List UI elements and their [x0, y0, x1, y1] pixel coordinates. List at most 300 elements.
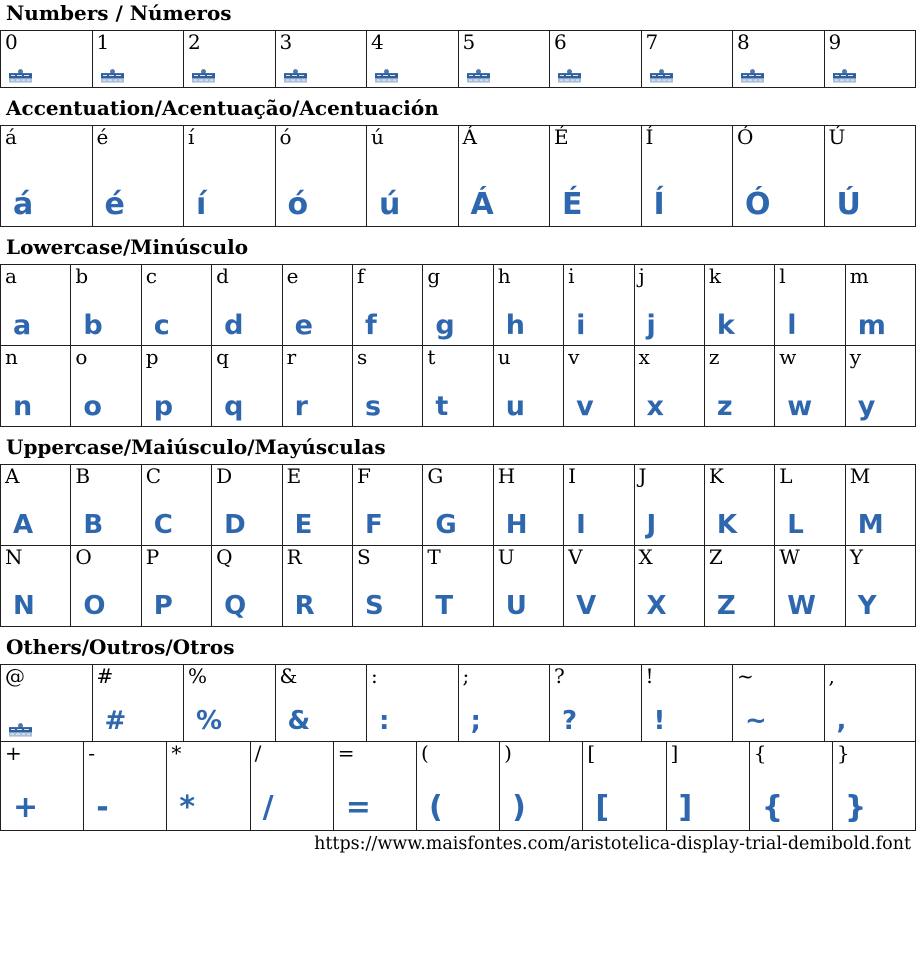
- font-glyph: Y: [857, 591, 878, 621]
- character-label: L: [779, 465, 793, 488]
- thumbnail-icon: [192, 68, 215, 82]
- character-label: a: [5, 265, 17, 288]
- glyph-cell: [352, 546, 422, 626]
- glyph-row: [0, 741, 916, 831]
- glyph-cell: [582, 742, 665, 830]
- character-label: v: [568, 346, 580, 369]
- character-label: u: [497, 346, 511, 369]
- glyph-cell: [749, 742, 832, 830]
- font-glyph: C: [153, 510, 174, 540]
- glyph-cell: [275, 31, 367, 87]
- glyph-cell: [141, 546, 211, 626]
- glyph-table: [0, 264, 916, 427]
- character-label: {: [753, 742, 767, 765]
- character-label: +: [5, 742, 22, 765]
- font-glyph: ,: [836, 706, 848, 736]
- font-glyph: #: [104, 706, 128, 736]
- character-label: N: [5, 546, 23, 569]
- character-label: M: [849, 465, 871, 488]
- character-label: ]: [670, 742, 679, 765]
- glyph-cell: [70, 346, 140, 426]
- glyph-cell: [1, 742, 83, 830]
- thumbnail-icon: [741, 68, 764, 82]
- thumbnail-icon: [101, 68, 124, 82]
- glyph-cell: [641, 31, 733, 87]
- glyph-cell: [845, 265, 915, 345]
- glyph-cell: [282, 465, 352, 545]
- glyph-cell: [70, 265, 140, 345]
- character-label: %: [188, 665, 208, 688]
- glyph-table: [0, 664, 916, 831]
- character-label: Í: [645, 126, 654, 149]
- glyph-cell: [422, 546, 492, 626]
- font-glyph: o: [83, 391, 103, 422]
- character-label: e: [286, 265, 299, 288]
- glyph-cell: [641, 665, 733, 741]
- glyph-cell: [70, 546, 140, 626]
- font-glyph: T: [435, 591, 455, 621]
- glyph-cell: [774, 346, 844, 426]
- character-label: l: [779, 265, 786, 288]
- glyph-cell: [422, 346, 492, 426]
- character-label: &: [279, 665, 298, 688]
- font-glyph: ~: [745, 706, 768, 736]
- section-uppercase: [0, 436, 916, 627]
- character-label: U: [497, 546, 515, 569]
- character-label: p: [145, 346, 159, 369]
- font-glyph: m: [857, 310, 887, 341]
- font-glyph: Z: [716, 591, 737, 621]
- glyph-cell: [666, 742, 749, 830]
- character-label: i: [568, 265, 575, 288]
- glyph-table: [0, 464, 916, 627]
- font-glyph: v: [576, 391, 595, 422]
- character-label: 0: [5, 31, 18, 54]
- character-label: P: [145, 546, 160, 569]
- font-glyph: a: [13, 310, 33, 341]
- character-label: x: [638, 346, 650, 369]
- glyph-cell: [366, 31, 458, 87]
- glyph-cell: [824, 31, 916, 87]
- font-glyph: -: [96, 790, 110, 825]
- glyph-cell: [493, 546, 563, 626]
- font-glyph: k: [716, 310, 736, 341]
- character-label: Y: [849, 546, 863, 569]
- character-label: J: [638, 465, 647, 488]
- glyph-row: [0, 664, 916, 742]
- character-label: w: [779, 346, 797, 369]
- glyph-row: [0, 464, 916, 546]
- character-label: q: [216, 346, 229, 369]
- glyph-table: [0, 125, 916, 227]
- character-label: K: [708, 465, 724, 488]
- character-label: :: [371, 665, 378, 688]
- glyph-cell: [352, 346, 422, 426]
- character-label: m: [849, 265, 869, 288]
- glyph-cell: [704, 346, 774, 426]
- character-label: 2: [188, 31, 201, 54]
- glyph-cell: [458, 31, 550, 87]
- font-glyph: %: [196, 706, 224, 736]
- glyph-cell: [211, 346, 281, 426]
- character-label: á: [5, 126, 17, 149]
- glyph-cell: [211, 465, 281, 545]
- glyph-cell: [549, 126, 641, 226]
- glyph-cell: [549, 31, 641, 87]
- glyph-cell: [1, 126, 92, 226]
- font-glyph: ]: [678, 790, 694, 825]
- glyph-cell: [832, 742, 915, 830]
- character-label: 3: [279, 31, 293, 54]
- glyph-cell: [275, 665, 367, 741]
- font-glyph: [: [595, 790, 611, 825]
- font-glyph: V: [576, 591, 598, 621]
- character-label: -: [88, 742, 95, 765]
- glyph-cell: [704, 465, 774, 545]
- font-glyph: }: [844, 790, 868, 825]
- character-label: #: [96, 665, 114, 688]
- glyph-cell: [704, 265, 774, 345]
- font-glyph: ú: [379, 187, 402, 222]
- character-label: f: [356, 265, 365, 288]
- font-glyph: !: [653, 706, 667, 736]
- character-label: o: [75, 346, 88, 369]
- character-label: Ó: [737, 126, 754, 149]
- font-glyph: ó: [287, 187, 310, 222]
- font-glyph: Q: [224, 591, 248, 621]
- character-label: D: [216, 465, 233, 488]
- character-label: H: [497, 465, 516, 488]
- thumbnail-icon: [9, 68, 32, 82]
- font-glyph: P: [153, 591, 174, 621]
- glyph-cell: [422, 465, 492, 545]
- glyph-cell: [92, 665, 184, 741]
- glyph-cell: [352, 465, 422, 545]
- font-glyph: n: [13, 391, 34, 422]
- font-glyph: G: [435, 510, 458, 540]
- font-glyph: q: [224, 391, 245, 422]
- font-glyph: g: [435, 310, 456, 341]
- character-label: b: [75, 265, 89, 288]
- glyph-cell: [499, 742, 582, 830]
- font-glyph: Ó: [745, 187, 772, 222]
- glyph-cell: [416, 742, 499, 830]
- glyph-cell: [282, 546, 352, 626]
- section-title: Others/Outros/Otros: [6, 635, 235, 659]
- glyph-cell: [183, 31, 275, 87]
- character-label: h: [497, 265, 511, 288]
- glyph-cell: [92, 126, 184, 226]
- glyph-row: [0, 545, 916, 627]
- font-glyph: :: [379, 706, 391, 736]
- font-glyph: r: [294, 391, 309, 422]
- character-label: s: [356, 346, 368, 369]
- character-label: r: [286, 346, 297, 369]
- font-glyph: L: [787, 510, 805, 540]
- font-glyph: N: [13, 591, 36, 621]
- font-glyph: é: [104, 187, 126, 222]
- glyph-cell: [845, 546, 915, 626]
- character-label: 4: [371, 31, 384, 54]
- font-glyph: c: [153, 310, 171, 341]
- character-label: ?: [554, 665, 565, 688]
- glyph-cell: [211, 546, 281, 626]
- glyph-cell: [333, 742, 416, 830]
- font-glyph: +: [13, 790, 40, 825]
- font-glyph: b: [83, 310, 104, 341]
- glyph-cell: [732, 126, 824, 226]
- character-label: y: [849, 346, 861, 369]
- character-label: 6: [554, 31, 567, 54]
- character-label: Á: [462, 126, 477, 149]
- font-glyph: w: [787, 391, 814, 422]
- glyph-cell: [641, 126, 733, 226]
- font-glyph: I: [576, 510, 587, 540]
- glyph-cell: [704, 546, 774, 626]
- font-glyph: ;: [470, 706, 482, 736]
- glyph-cell: [549, 665, 641, 741]
- glyph-cell: [250, 742, 333, 830]
- font-glyph: E: [294, 510, 314, 540]
- character-label: G: [427, 465, 444, 488]
- glyph-cell: [563, 546, 633, 626]
- character-label: @: [5, 665, 25, 688]
- glyph-cell: [458, 126, 550, 226]
- glyph-cell: [563, 265, 633, 345]
- character-label: c: [145, 265, 157, 288]
- font-glyph: z: [716, 391, 734, 422]
- character-label: ó: [279, 126, 292, 149]
- character-label: k: [708, 265, 722, 288]
- glyph-cell: [634, 546, 704, 626]
- character-label: 1: [96, 31, 110, 54]
- character-label: E: [286, 465, 302, 488]
- font-glyph: (: [428, 790, 444, 825]
- character-label: S: [356, 546, 371, 569]
- glyph-cell: [774, 465, 844, 545]
- font-glyph: s: [364, 391, 383, 422]
- character-label: =: [337, 742, 355, 765]
- font-glyph: j: [646, 310, 657, 341]
- character-label: t: [427, 346, 436, 369]
- glyph-cell: [634, 346, 704, 426]
- font-glyph: =: [345, 790, 372, 825]
- glyph-cell: [824, 126, 916, 226]
- thumbnail-icon: [375, 68, 398, 82]
- glyph-cell: [183, 665, 275, 741]
- glyph-cell: [366, 665, 458, 741]
- character-label: ): [504, 742, 512, 765]
- glyph-cell: [732, 31, 824, 87]
- font-glyph: B: [83, 510, 105, 540]
- font-glyph: É: [562, 187, 584, 222]
- font-glyph: Á: [470, 187, 495, 222]
- character-label: C: [145, 465, 162, 488]
- glyph-cell: [282, 265, 352, 345]
- glyph-cell: [282, 346, 352, 426]
- footer-url: https://www.maisfontes.com/aristotelica-display-trial-demibold.font: [314, 834, 911, 854]
- glyph-cell: [1, 665, 92, 741]
- glyph-cell: [366, 126, 458, 226]
- thumbnail-icon: [650, 68, 673, 82]
- glyph-cell: [141, 265, 211, 345]
- glyph-cell: [493, 265, 563, 345]
- character-label: !: [645, 665, 654, 688]
- glyph-cell: [83, 742, 166, 830]
- font-glyph: Í: [653, 187, 666, 222]
- character-label: g: [427, 265, 441, 288]
- character-label: Z: [708, 546, 723, 569]
- font-glyph: X: [646, 591, 668, 621]
- character-label: R: [286, 546, 302, 569]
- glyph-cell: [634, 265, 704, 345]
- glyph-cell: [774, 265, 844, 345]
- character-label: (: [420, 742, 429, 765]
- thumbnail-icon: [9, 722, 32, 736]
- section-title: Uppercase/Maiúsculo/Mayúsculas: [6, 435, 386, 459]
- glyph-cell: [1, 546, 70, 626]
- character-label: *: [171, 742, 182, 765]
- glyph-row: [0, 125, 916, 227]
- character-label: Ú: [828, 126, 846, 149]
- thumbnail-icon: [284, 68, 307, 82]
- font-glyph: /: [262, 790, 275, 825]
- character-label: 5: [462, 31, 476, 54]
- character-label: ~: [737, 665, 754, 688]
- glyph-cell: [141, 346, 211, 426]
- character-label: }: [836, 742, 850, 765]
- character-label: d: [216, 265, 229, 288]
- glyph-cell: [183, 126, 275, 226]
- glyph-cell: [1, 265, 70, 345]
- character-label: B: [75, 465, 91, 488]
- character-label: í: [188, 126, 195, 149]
- font-glyph: ?: [562, 706, 579, 736]
- font-glyph: F: [364, 510, 384, 540]
- character-label: A: [5, 465, 20, 488]
- character-label: O: [75, 546, 92, 569]
- font-glyph: W: [787, 591, 817, 621]
- character-label: W: [779, 546, 800, 569]
- glyph-cell: [458, 665, 550, 741]
- character-label: ;: [462, 665, 470, 688]
- glyph-cell: [845, 465, 915, 545]
- font-glyph: f: [364, 310, 378, 341]
- character-label: Q: [216, 546, 233, 569]
- thumbnail-icon: [833, 68, 856, 82]
- glyph-cell: [634, 465, 704, 545]
- font-glyph: l: [787, 310, 798, 341]
- glyph-cell: [845, 346, 915, 426]
- section-numbers: [0, 2, 916, 88]
- glyph-row: [0, 30, 916, 88]
- glyph-cell: [422, 265, 492, 345]
- glyph-cell: [70, 465, 140, 545]
- character-label: [: [587, 742, 596, 765]
- font-glyph: O: [83, 591, 107, 621]
- character-label: 8: [737, 31, 750, 54]
- section-title: Lowercase/Minúsculo: [6, 235, 249, 259]
- glyph-cell: [275, 126, 367, 226]
- section-accentuation: [0, 97, 916, 227]
- character-label: z: [708, 346, 720, 369]
- font-glyph: e: [294, 310, 314, 341]
- thumbnail-icon: [467, 68, 490, 82]
- glyph-cell: [141, 465, 211, 545]
- character-label: V: [568, 546, 583, 569]
- font-glyph: x: [646, 391, 665, 422]
- glyph-row: [0, 264, 916, 346]
- section-lowercase: [0, 236, 916, 427]
- glyph-cell: [563, 346, 633, 426]
- font-glyph: h: [505, 310, 526, 341]
- font-glyph: &: [287, 706, 312, 736]
- glyph-cell: [352, 265, 422, 345]
- character-label: É: [554, 126, 569, 149]
- font-glyph: S: [364, 591, 385, 621]
- font-specimen-page: [0, 2, 916, 855]
- character-label: ,: [828, 665, 835, 688]
- font-glyph: á: [13, 187, 35, 222]
- font-glyph: d: [224, 310, 245, 341]
- font-glyph: R: [294, 591, 316, 621]
- glyph-cell: [732, 665, 824, 741]
- font-glyph: M: [857, 510, 885, 540]
- section-others: [0, 636, 916, 831]
- glyph-row: [0, 345, 916, 427]
- glyph-table: [0, 30, 916, 88]
- glyph-cell: [563, 465, 633, 545]
- character-label: X: [638, 546, 653, 569]
- font-glyph: D: [224, 510, 247, 540]
- character-label: F: [356, 465, 371, 488]
- font-glyph: y: [857, 391, 877, 422]
- font-glyph: ): [512, 790, 527, 825]
- glyph-cell: [1, 465, 70, 545]
- glyph-cell: [824, 665, 916, 741]
- character-label: T: [427, 546, 441, 569]
- glyph-cell: [493, 465, 563, 545]
- character-label: I: [568, 465, 577, 488]
- font-glyph: *: [179, 790, 197, 825]
- character-label: 9: [828, 31, 842, 54]
- font-glyph: í: [196, 187, 208, 222]
- font-glyph: i: [576, 310, 587, 341]
- glyph-cell: [166, 742, 249, 830]
- character-label: ú: [371, 126, 384, 149]
- glyph-cell: [1, 346, 70, 426]
- character-label: n: [5, 346, 18, 369]
- font-glyph: p: [153, 391, 175, 422]
- font-glyph: u: [505, 391, 526, 422]
- character-label: é: [96, 126, 109, 149]
- font-glyph: U: [505, 591, 528, 621]
- thumbnail-icon: [558, 68, 581, 82]
- font-glyph: K: [716, 510, 739, 540]
- glyph-cell: [211, 265, 281, 345]
- character-label: 7: [645, 31, 659, 54]
- glyph-cell: [1, 31, 92, 87]
- font-glyph: J: [646, 510, 658, 540]
- character-label: /: [254, 742, 262, 765]
- font-glyph: H: [505, 510, 529, 540]
- font-glyph: A: [13, 510, 35, 540]
- section-title: Accentuation/Acentuação/Acentuación: [6, 96, 439, 120]
- character-label: j: [638, 265, 645, 288]
- font-glyph: t: [435, 391, 450, 422]
- font-glyph: {: [761, 790, 785, 825]
- font-glyph: Ú: [836, 187, 862, 222]
